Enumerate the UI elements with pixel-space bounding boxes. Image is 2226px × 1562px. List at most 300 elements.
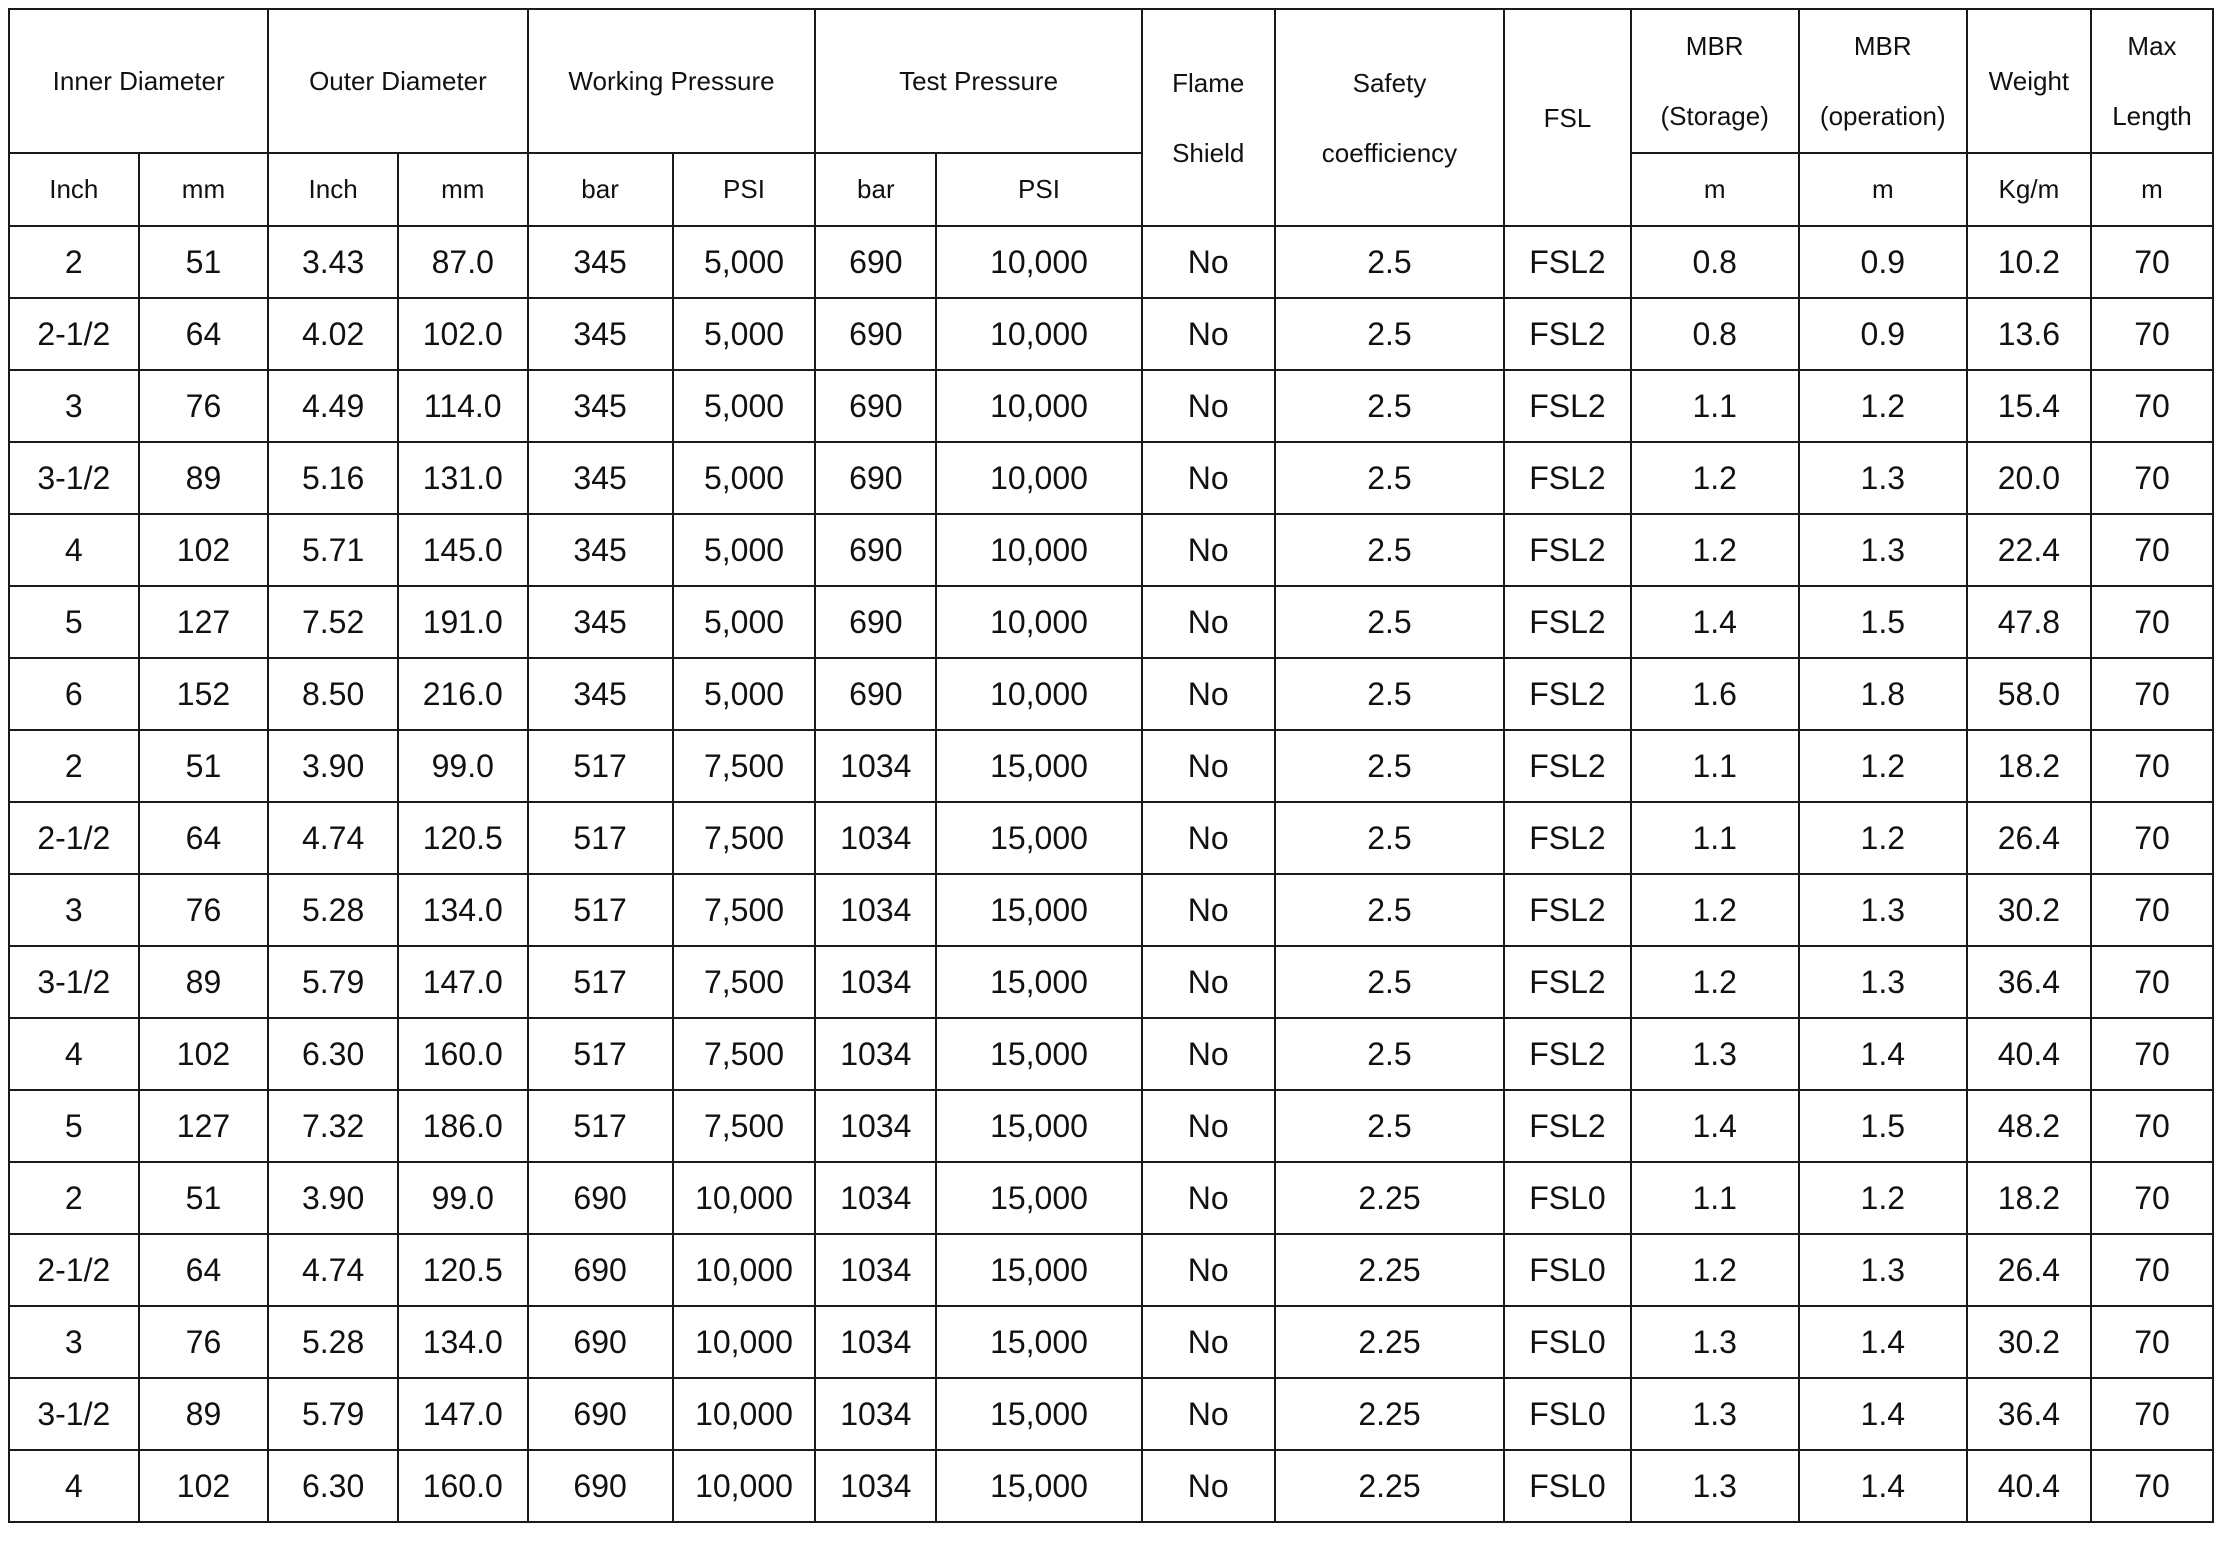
header-mbr-operation-line2: (operation) <box>1819 101 1946 131</box>
cell-inner-mm: 64 <box>139 802 269 874</box>
table-row <box>9 370 2213 442</box>
table-row <box>9 874 2213 946</box>
table-row <box>9 298 2213 370</box>
cell-max-length: 70 <box>2091 1234 2213 1306</box>
cell-mbr-storage: 1.3 <box>1631 1378 1799 1450</box>
cell-mbr-operation: 0.9 <box>1799 298 1967 370</box>
cell-outer-mm: 131.0 <box>398 442 528 514</box>
cell-working-bar: 517 <box>528 1090 673 1162</box>
table-row <box>9 730 2213 802</box>
cell-working-psi: 7,500 <box>673 802 816 874</box>
cell-weight: 15.4 <box>1967 370 2091 442</box>
cell-working-bar: 690 <box>528 1234 673 1306</box>
cell-weight: 48.2 <box>1967 1090 2091 1162</box>
cell-fsl: FSL2 <box>1504 946 1630 1018</box>
cell-mbr-operation: 1.2 <box>1799 370 1967 442</box>
cell-test-bar: 1034 <box>815 1162 936 1234</box>
cell-fsl: FSL2 <box>1504 658 1630 730</box>
cell-test-psi: 15,000 <box>936 802 1141 874</box>
cell-working-psi: 7,500 <box>673 1090 816 1162</box>
cell-mbr-storage: 1.1 <box>1631 802 1799 874</box>
cell-fsl: FSL2 <box>1504 298 1630 370</box>
cell-mbr-storage: 1.1 <box>1631 1162 1799 1234</box>
unit-max-length: m <box>2091 153 2213 226</box>
header-fsl: FSL <box>1504 9 1630 226</box>
header-test-pressure: Test Pressure <box>815 9 1141 153</box>
table-row <box>9 226 2213 298</box>
cell-outer-mm: 102.0 <box>398 298 528 370</box>
cell-test-bar: 1034 <box>815 1234 936 1306</box>
cell-fsl: FSL2 <box>1504 586 1630 658</box>
cell-safety-coefficiency: 2.5 <box>1275 298 1505 370</box>
cell-mbr-storage: 1.3 <box>1631 1018 1799 1090</box>
cell-inner-inch: 2 <box>9 730 139 802</box>
cell-mbr-operation: 0.9 <box>1799 226 1967 298</box>
cell-fsl: FSL2 <box>1504 514 1630 586</box>
cell-outer-mm: 134.0 <box>398 874 528 946</box>
cell-max-length: 70 <box>2091 1090 2213 1162</box>
cell-test-psi: 15,000 <box>936 1378 1141 1450</box>
cell-working-bar: 517 <box>528 874 673 946</box>
cell-max-length: 70 <box>2091 730 2213 802</box>
cell-working-psi: 7,500 <box>673 730 816 802</box>
cell-test-bar: 1034 <box>815 1090 936 1162</box>
cell-safety-coefficiency: 2.5 <box>1275 1090 1505 1162</box>
cell-test-psi: 15,000 <box>936 1090 1141 1162</box>
cell-working-psi: 5,000 <box>673 370 816 442</box>
cell-mbr-operation: 1.5 <box>1799 1090 1967 1162</box>
cell-inner-mm: 51 <box>139 730 269 802</box>
cell-outer-inch: 4.74 <box>268 802 398 874</box>
cell-mbr-storage: 1.4 <box>1631 586 1799 658</box>
table-row <box>9 1234 2213 1306</box>
cell-mbr-storage: 1.1 <box>1631 730 1799 802</box>
header-safety-line1: Safety <box>1352 67 1427 98</box>
cell-max-length: 70 <box>2091 370 2213 442</box>
cell-inner-inch: 3-1/2 <box>9 946 139 1018</box>
cell-inner-inch: 2-1/2 <box>9 802 139 874</box>
cell-working-bar: 345 <box>528 514 673 586</box>
cell-max-length: 70 <box>2091 874 2213 946</box>
cell-max-length: 70 <box>2091 1306 2213 1378</box>
cell-test-bar: 690 <box>815 514 936 586</box>
header-flame-shield <box>1142 9 1275 226</box>
cell-test-bar: 690 <box>815 442 936 514</box>
cell-safety-coefficiency: 2.5 <box>1275 730 1505 802</box>
cell-outer-inch: 5.28 <box>268 874 398 946</box>
cell-weight: 36.4 <box>1967 946 2091 1018</box>
cell-weight: 40.4 <box>1967 1450 2091 1522</box>
cell-safety-coefficiency: 2.5 <box>1275 226 1505 298</box>
cell-inner-mm: 76 <box>139 1306 269 1378</box>
cell-inner-mm: 152 <box>139 658 269 730</box>
cell-fsl: FSL2 <box>1504 802 1630 874</box>
cell-mbr-operation: 1.3 <box>1799 1234 1967 1306</box>
cell-working-bar: 345 <box>528 226 673 298</box>
cell-weight: 36.4 <box>1967 1378 2091 1450</box>
table-row <box>9 658 2213 730</box>
cell-working-bar: 517 <box>528 802 673 874</box>
cell-mbr-storage: 0.8 <box>1631 298 1799 370</box>
cell-inner-inch: 3 <box>9 874 139 946</box>
cell-test-bar: 1034 <box>815 1450 936 1522</box>
cell-test-psi: 10,000 <box>936 514 1141 586</box>
cell-max-length: 70 <box>2091 658 2213 730</box>
cell-test-bar: 1034 <box>815 730 936 802</box>
cell-flame-shield: No <box>1142 1306 1275 1378</box>
cell-test-psi: 15,000 <box>936 1306 1141 1378</box>
cell-test-psi: 15,000 <box>936 1234 1141 1306</box>
cell-inner-mm: 76 <box>139 370 269 442</box>
cell-weight: 58.0 <box>1967 658 2091 730</box>
cell-inner-mm: 102 <box>139 1018 269 1090</box>
header-mbr-operation <box>1799 9 1967 153</box>
cell-flame-shield: No <box>1142 658 1275 730</box>
cell-mbr-operation: 1.2 <box>1799 802 1967 874</box>
cell-inner-mm: 127 <box>139 586 269 658</box>
cell-mbr-storage: 1.2 <box>1631 442 1799 514</box>
cell-working-bar: 690 <box>528 1306 673 1378</box>
cell-fsl: FSL0 <box>1504 1234 1630 1306</box>
cell-inner-inch: 4 <box>9 1018 139 1090</box>
header-working-pressure: Working Pressure <box>528 9 816 153</box>
cell-safety-coefficiency: 2.5 <box>1275 874 1505 946</box>
cell-max-length: 70 <box>2091 1162 2213 1234</box>
cell-weight: 18.2 <box>1967 730 2091 802</box>
cell-weight: 30.2 <box>1967 1306 2091 1378</box>
cell-outer-inch: 4.74 <box>268 1234 398 1306</box>
cell-fsl: FSL2 <box>1504 226 1630 298</box>
table-row <box>9 1018 2213 1090</box>
cell-working-bar: 517 <box>528 946 673 1018</box>
cell-mbr-storage: 1.2 <box>1631 1234 1799 1306</box>
cell-test-psi: 15,000 <box>936 1162 1141 1234</box>
cell-fsl: FSL2 <box>1504 730 1630 802</box>
cell-max-length: 70 <box>2091 946 2213 1018</box>
cell-flame-shield: No <box>1142 802 1275 874</box>
cell-working-psi: 5,000 <box>673 442 816 514</box>
cell-outer-mm: 99.0 <box>398 730 528 802</box>
cell-weight: 18.2 <box>1967 1162 2091 1234</box>
cell-max-length: 70 <box>2091 226 2213 298</box>
cell-inner-inch: 3-1/2 <box>9 1378 139 1450</box>
cell-working-psi: 7,500 <box>673 1018 816 1090</box>
unit-outer-mm: mm <box>398 153 528 226</box>
table-row <box>9 1090 2213 1162</box>
header-weight: Weight <box>1967 9 2091 153</box>
cell-mbr-operation: 1.3 <box>1799 442 1967 514</box>
cell-flame-shield: No <box>1142 1162 1275 1234</box>
cell-working-psi: 10,000 <box>673 1162 816 1234</box>
unit-outer-inch: Inch <box>268 153 398 226</box>
cell-inner-mm: 51 <box>139 226 269 298</box>
header-max-length-line1: Max <box>2127 31 2177 61</box>
table-row <box>9 442 2213 514</box>
cell-inner-mm: 89 <box>139 442 269 514</box>
cell-flame-shield: No <box>1142 1090 1275 1162</box>
header-max-length-line2: Length <box>2112 101 2192 131</box>
cell-safety-coefficiency: 2.5 <box>1275 370 1505 442</box>
cell-safety-coefficiency: 2.5 <box>1275 802 1505 874</box>
cell-outer-inch: 5.28 <box>268 1306 398 1378</box>
cell-weight: 26.4 <box>1967 1234 2091 1306</box>
cell-flame-shield: No <box>1142 442 1275 514</box>
header-max-length <box>2091 9 2213 153</box>
header-safety-coefficiency <box>1275 9 1505 226</box>
cell-outer-inch: 5.16 <box>268 442 398 514</box>
cell-working-bar: 345 <box>528 658 673 730</box>
cell-outer-mm: 87.0 <box>398 226 528 298</box>
unit-inner-mm: mm <box>139 153 269 226</box>
unit-weight: Kg/m <box>1967 153 2091 226</box>
cell-test-psi: 15,000 <box>936 1018 1141 1090</box>
cell-outer-inch: 7.52 <box>268 586 398 658</box>
cell-test-psi: 10,000 <box>936 226 1141 298</box>
cell-flame-shield: No <box>1142 226 1275 298</box>
cell-working-psi: 5,000 <box>673 226 816 298</box>
cell-mbr-operation: 1.4 <box>1799 1450 1967 1522</box>
cell-mbr-storage: 1.2 <box>1631 874 1799 946</box>
cell-flame-shield: No <box>1142 514 1275 586</box>
cell-safety-coefficiency: 2.5 <box>1275 442 1505 514</box>
cell-mbr-storage: 1.4 <box>1631 1090 1799 1162</box>
cell-fsl: FSL0 <box>1504 1378 1630 1450</box>
cell-weight: 30.2 <box>1967 874 2091 946</box>
table-row <box>9 946 2213 1018</box>
cell-safety-coefficiency: 2.25 <box>1275 1450 1505 1522</box>
cell-working-psi: 7,500 <box>673 874 816 946</box>
cell-mbr-operation: 1.4 <box>1799 1378 1967 1450</box>
cell-test-psi: 10,000 <box>936 442 1141 514</box>
cell-outer-mm: 145.0 <box>398 514 528 586</box>
unit-mbr-operation: m <box>1799 153 1967 226</box>
cell-mbr-storage: 1.2 <box>1631 514 1799 586</box>
cell-safety-coefficiency: 2.5 <box>1275 514 1505 586</box>
cell-max-length: 70 <box>2091 1018 2213 1090</box>
cell-mbr-storage: 1.3 <box>1631 1306 1799 1378</box>
cell-flame-shield: No <box>1142 1450 1275 1522</box>
cell-outer-mm: 114.0 <box>398 370 528 442</box>
cell-test-bar: 1034 <box>815 874 936 946</box>
cell-outer-mm: 147.0 <box>398 946 528 1018</box>
cell-weight: 26.4 <box>1967 802 2091 874</box>
cell-mbr-storage: 1.3 <box>1631 1450 1799 1522</box>
header-outer-diameter: Outer Diameter <box>268 9 527 153</box>
cell-inner-inch: 2-1/2 <box>9 1234 139 1306</box>
cell-fsl: FSL2 <box>1504 1018 1630 1090</box>
cell-mbr-storage: 0.8 <box>1631 226 1799 298</box>
cell-max-length: 70 <box>2091 1450 2213 1522</box>
cell-working-psi: 5,000 <box>673 658 816 730</box>
cell-flame-shield: No <box>1142 946 1275 1018</box>
header-flame-shield-line2: Shield <box>1172 137 1245 168</box>
cell-max-length: 70 <box>2091 586 2213 658</box>
header-mbr-storage <box>1631 9 1799 153</box>
cell-mbr-operation: 1.5 <box>1799 586 1967 658</box>
cell-safety-coefficiency: 2.25 <box>1275 1378 1505 1450</box>
unit-mbr-storage: m <box>1631 153 1799 226</box>
unit-test-bar: bar <box>815 153 936 226</box>
cell-inner-inch: 2 <box>9 1162 139 1234</box>
cell-flame-shield: No <box>1142 730 1275 802</box>
cell-working-psi: 10,000 <box>673 1378 816 1450</box>
cell-weight: 22.4 <box>1967 514 2091 586</box>
cell-inner-mm: 64 <box>139 298 269 370</box>
cell-test-bar: 690 <box>815 226 936 298</box>
cell-inner-inch: 3-1/2 <box>9 442 139 514</box>
cell-test-bar: 690 <box>815 586 936 658</box>
cell-mbr-storage: 1.1 <box>1631 370 1799 442</box>
cell-flame-shield: No <box>1142 586 1275 658</box>
cell-outer-inch: 7.32 <box>268 1090 398 1162</box>
cell-inner-inch: 3 <box>9 1306 139 1378</box>
cell-inner-mm: 102 <box>139 514 269 586</box>
cell-mbr-storage: 1.2 <box>1631 946 1799 1018</box>
cell-fsl: FSL2 <box>1504 874 1630 946</box>
unit-test-psi: PSI <box>936 153 1141 226</box>
cell-outer-mm: 160.0 <box>398 1018 528 1090</box>
header-row-units <box>9 153 2213 226</box>
cell-outer-inch: 6.30 <box>268 1018 398 1090</box>
unit-working-bar: bar <box>528 153 673 226</box>
cell-mbr-storage: 1.6 <box>1631 658 1799 730</box>
cell-outer-inch: 3.43 <box>268 226 398 298</box>
cell-outer-mm: 134.0 <box>398 1306 528 1378</box>
cell-weight: 20.0 <box>1967 442 2091 514</box>
cell-test-bar: 1034 <box>815 802 936 874</box>
cell-test-bar: 690 <box>815 658 936 730</box>
cell-outer-mm: 191.0 <box>398 586 528 658</box>
cell-working-psi: 5,000 <box>673 298 816 370</box>
cell-safety-coefficiency: 2.5 <box>1275 658 1505 730</box>
cell-outer-inch: 3.90 <box>268 730 398 802</box>
header-mbr-storage-line1: MBR <box>1685 31 1744 61</box>
cell-working-psi: 10,000 <box>673 1234 816 1306</box>
cell-outer-inch: 8.50 <box>268 658 398 730</box>
cell-outer-mm: 186.0 <box>398 1090 528 1162</box>
cell-mbr-operation: 1.2 <box>1799 730 1967 802</box>
cell-test-bar: 1034 <box>815 1378 936 1450</box>
table-row <box>9 1378 2213 1450</box>
cell-working-bar: 517 <box>528 730 673 802</box>
cell-outer-inch: 5.79 <box>268 1378 398 1450</box>
cell-outer-inch: 4.02 <box>268 298 398 370</box>
cell-outer-mm: 120.5 <box>398 1234 528 1306</box>
cell-inner-inch: 5 <box>9 586 139 658</box>
table-row <box>9 514 2213 586</box>
header-flame-shield-line1: Flame <box>1172 67 1245 98</box>
cell-working-psi: 5,000 <box>673 514 816 586</box>
cell-inner-inch: 3 <box>9 370 139 442</box>
cell-fsl: FSL2 <box>1504 442 1630 514</box>
cell-weight: 47.8 <box>1967 586 2091 658</box>
cell-weight: 40.4 <box>1967 1018 2091 1090</box>
cell-safety-coefficiency: 2.5 <box>1275 586 1505 658</box>
cell-test-psi: 15,000 <box>936 730 1141 802</box>
table-row <box>9 1450 2213 1522</box>
cell-safety-coefficiency: 2.25 <box>1275 1306 1505 1378</box>
cell-mbr-operation: 1.3 <box>1799 946 1967 1018</box>
table-header <box>9 9 2213 226</box>
table-row <box>9 586 2213 658</box>
cell-test-psi: 10,000 <box>936 298 1141 370</box>
cell-test-psi: 10,000 <box>936 658 1141 730</box>
cell-mbr-operation: 1.8 <box>1799 658 1967 730</box>
cell-test-bar: 1034 <box>815 1306 936 1378</box>
table-row <box>9 1162 2213 1234</box>
cell-fsl: FSL2 <box>1504 1090 1630 1162</box>
cell-outer-inch: 5.79 <box>268 946 398 1018</box>
cell-test-bar: 1034 <box>815 1018 936 1090</box>
cell-working-bar: 345 <box>528 298 673 370</box>
cell-test-psi: 15,000 <box>936 874 1141 946</box>
cell-inner-mm: 76 <box>139 874 269 946</box>
cell-fsl: FSL0 <box>1504 1162 1630 1234</box>
cell-safety-coefficiency: 2.25 <box>1275 1234 1505 1306</box>
cell-working-bar: 690 <box>528 1378 673 1450</box>
cell-test-psi: 10,000 <box>936 586 1141 658</box>
cell-working-psi: 5,000 <box>673 586 816 658</box>
hose-spec-table <box>8 8 2214 1523</box>
cell-flame-shield: No <box>1142 1378 1275 1450</box>
cell-fsl: FSL0 <box>1504 1306 1630 1378</box>
cell-working-bar: 345 <box>528 586 673 658</box>
cell-inner-inch: 2 <box>9 226 139 298</box>
cell-max-length: 70 <box>2091 1378 2213 1450</box>
cell-mbr-operation: 1.3 <box>1799 874 1967 946</box>
cell-fsl: FSL0 <box>1504 1450 1630 1522</box>
cell-test-psi: 15,000 <box>936 1450 1141 1522</box>
cell-flame-shield: No <box>1142 370 1275 442</box>
cell-outer-inch: 6.30 <box>268 1450 398 1522</box>
cell-inner-mm: 89 <box>139 1378 269 1450</box>
cell-mbr-operation: 1.2 <box>1799 1162 1967 1234</box>
table-body <box>9 226 2213 1522</box>
cell-max-length: 70 <box>2091 802 2213 874</box>
cell-flame-shield: No <box>1142 1018 1275 1090</box>
cell-working-bar: 690 <box>528 1162 673 1234</box>
cell-inner-mm: 102 <box>139 1450 269 1522</box>
cell-inner-inch: 2-1/2 <box>9 298 139 370</box>
cell-working-bar: 517 <box>528 1018 673 1090</box>
cell-test-bar: 690 <box>815 298 936 370</box>
cell-flame-shield: No <box>1142 874 1275 946</box>
cell-working-psi: 10,000 <box>673 1306 816 1378</box>
cell-outer-mm: 120.5 <box>398 802 528 874</box>
cell-inner-inch: 4 <box>9 514 139 586</box>
cell-working-bar: 345 <box>528 442 673 514</box>
cell-mbr-operation: 1.4 <box>1799 1018 1967 1090</box>
unit-inner-inch: Inch <box>9 153 139 226</box>
header-mbr-storage-line2: (Storage) <box>1660 101 1769 131</box>
cell-safety-coefficiency: 2.5 <box>1275 946 1505 1018</box>
cell-working-psi: 10,000 <box>673 1450 816 1522</box>
header-mbr-operation-line1: MBR <box>1853 31 1912 61</box>
cell-inner-mm: 127 <box>139 1090 269 1162</box>
cell-working-psi: 7,500 <box>673 946 816 1018</box>
cell-test-psi: 15,000 <box>936 946 1141 1018</box>
cell-inner-mm: 89 <box>139 946 269 1018</box>
cell-inner-mm: 64 <box>139 1234 269 1306</box>
header-safety-line2: coefficiency <box>1321 137 1458 168</box>
table-row <box>9 1306 2213 1378</box>
cell-outer-inch: 5.71 <box>268 514 398 586</box>
cell-safety-coefficiency: 2.25 <box>1275 1162 1505 1234</box>
cell-outer-mm: 99.0 <box>398 1162 528 1234</box>
cell-outer-inch: 3.90 <box>268 1162 398 1234</box>
cell-mbr-operation: 1.3 <box>1799 514 1967 586</box>
cell-outer-inch: 4.49 <box>268 370 398 442</box>
